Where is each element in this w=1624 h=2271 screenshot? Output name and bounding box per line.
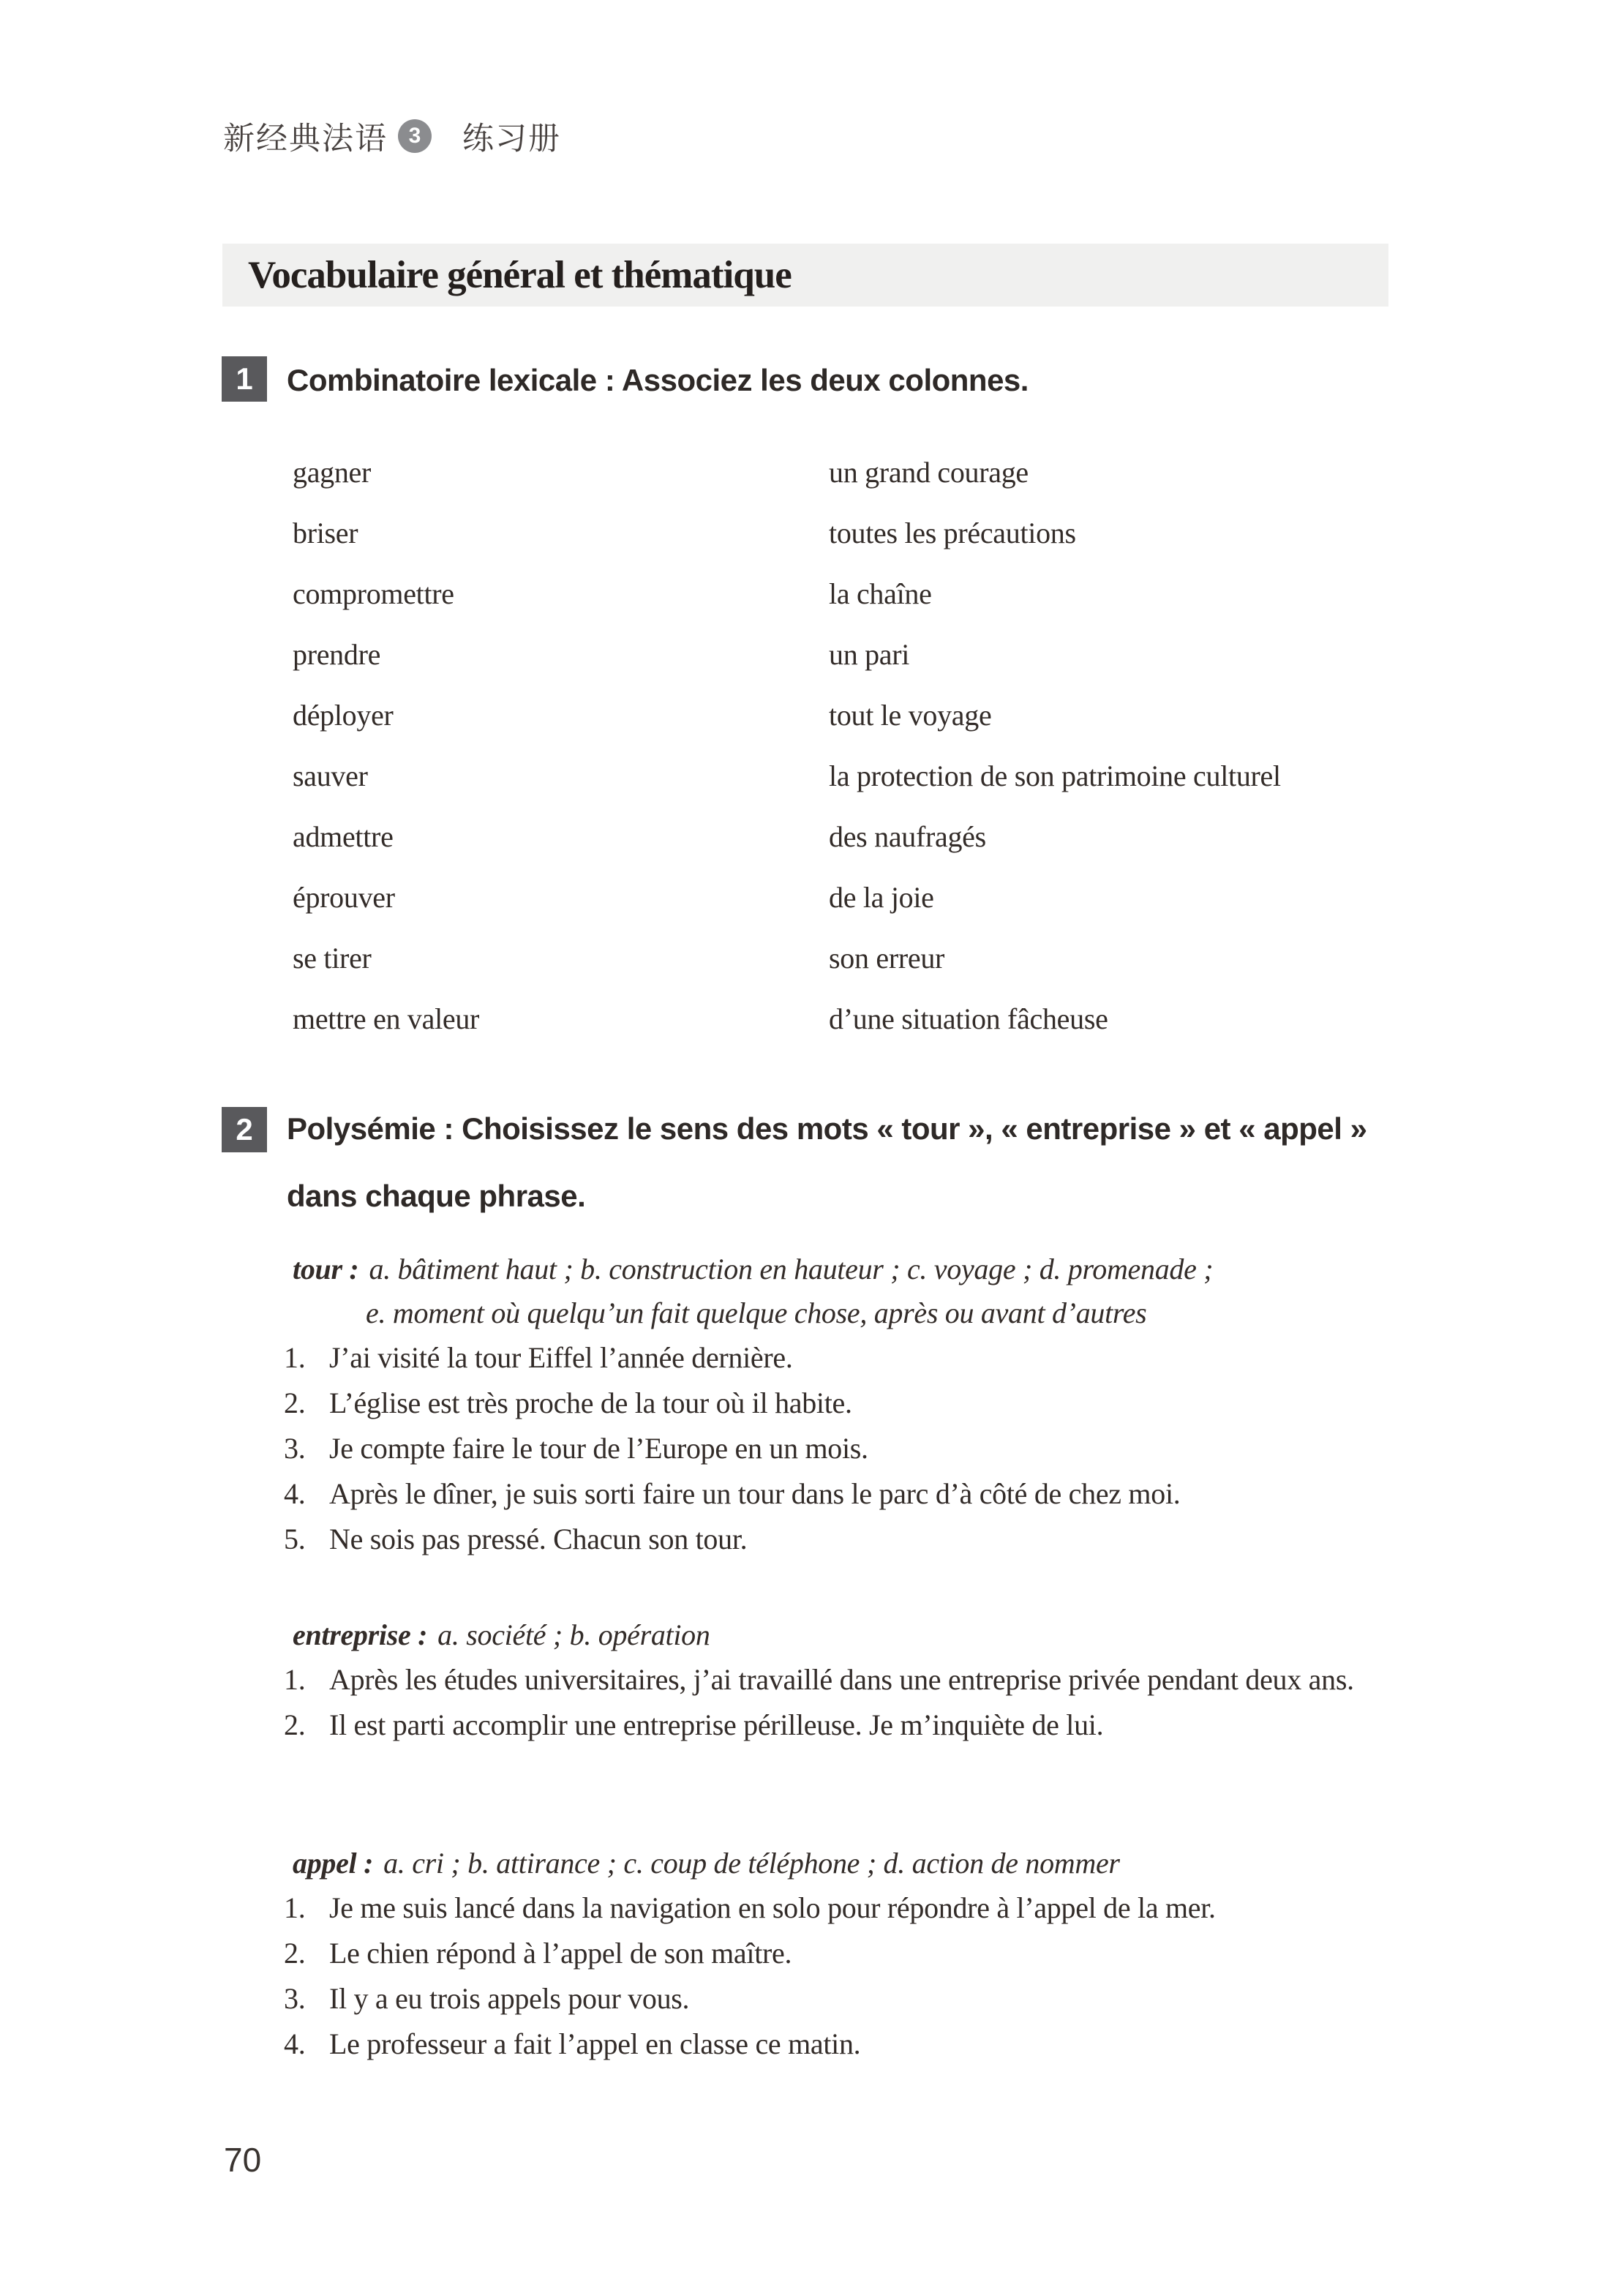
item-text: Le chien répond à l’appel de son maître. [329,1937,792,1970]
item-number: 1. [284,1891,306,1924]
exercise-2-title-line2: dans chaque phrase. [287,1179,586,1213]
section-title-bar [222,244,1388,307]
item-text: Il est parti accomplir une entreprise périlleuse. Je m’inquiète de lui. [329,1708,1104,1741]
page-number: 70 [224,2141,262,2179]
exercise-2-title [287,1095,1367,1230]
tour-definitions: a. bâtiment haut ; b. construction en hauteur ; c. voyage ; d. promenade ; [369,1253,1214,1285]
tour-sentence-3 [284,1426,1213,1471]
match-right-item: son erreur [829,942,945,975]
exercise-1-title: Combinatoire lexicale : Associez les deux colonnes. [287,363,1029,397]
exercise-2-title-line1: Polysémie : Choisissez le sens des mots « tour », « entreprise » et « appel » [287,1111,1367,1146]
match-right-item: un grand courage [829,456,1029,489]
match-left-item: déployer [293,699,394,732]
tour-sentence-5 [284,1517,1213,1562]
tour-sentence-2 [284,1381,1213,1426]
appel-sentence-4 [284,2022,1216,2067]
match-left-item: gagner [293,456,372,489]
running-head [223,117,561,155]
item-text: Après le dîner, je suis sorti faire un tour dans le parc d’à côté de chez moi. [329,1477,1181,1510]
word-block-appel [284,1842,1216,2067]
match-right-item: de la joie [829,881,934,914]
match-left-item: admettre [293,820,394,853]
item-text: Je compte faire le tour de l’Europe en un mois. [329,1432,868,1465]
tour-label: tour : [293,1253,359,1285]
match-right-item: des naufragés [829,820,986,853]
item-number: 4. [284,1477,306,1510]
appel-definitions: a. cri ; b. attirance ; c. coup de téléphone ; d. action de nommer [383,1847,1120,1880]
item-text: Le professeur a fait l’appel en classe ce matin. [329,2027,861,2060]
item-number: 2. [284,1937,306,1970]
exercise-1-number-badge: 1 [222,356,267,402]
match-left-item: briser [293,517,358,549]
match-left-item: compromettre [293,577,454,610]
match-right-item: la protection de son patrimoine culturel [829,759,1281,792]
appel-sentence-3 [284,1976,1216,2022]
appel-sentence-1 [284,1885,1216,1931]
tour-sentence-1 [284,1335,1213,1381]
item-number: 5. [284,1523,306,1555]
item-text: Il y a eu trois appels pour vous. [329,1982,690,2015]
match-left-item: se tirer [293,942,372,975]
item-number: 1. [284,1341,306,1374]
appel-definitions-line [293,1842,1216,1885]
item-text: Ne sois pas pressé. Chacun son tour. [329,1523,748,1555]
exercise-1-matching-columns [293,442,1281,1049]
item-text: Je me suis lancé dans la navigation en solo pour répondre à l’appel de la mer. [329,1891,1216,1924]
item-text: L’église est très proche de la tour où il habite. [329,1386,852,1419]
book-type-label: 练习册 [462,121,561,157]
match-right-item: d’une situation fâcheuse [829,1002,1108,1035]
entreprise-label: entreprise : [293,1618,428,1651]
tour-definitions-line2: e. moment où quelqu’un fait quelque chose, après ou avant d’autres [366,1296,1147,1329]
word-block-entreprise [284,1613,1354,1748]
entreprise-definitions-line [293,1613,1354,1657]
match-left-item: sauver [293,759,368,792]
entreprise-definitions: a. société ; b. opération [437,1618,710,1651]
match-left-item: mettre en valeur [293,1002,480,1035]
series-title: 新经典法语 [223,121,388,157]
match-right-item: la chaîne [829,577,932,610]
tour-definitions-line1 [293,1247,1213,1291]
match-right-item: toutes les précautions [829,517,1076,549]
item-number: 2. [284,1386,306,1419]
volume-number-badge: 3 [398,119,432,153]
item-number: 3. [284,1432,306,1465]
match-right-item: un pari [829,638,910,671]
section-title: Vocabulaire général et thématique [248,254,792,296]
item-text: J’ai visité la tour Eiffel l’année dernière. [329,1341,793,1374]
item-number: 3. [284,1982,306,2015]
item-number: 4. [284,2027,306,2060]
word-block-tour [284,1247,1213,1562]
item-number: 1. [284,1663,306,1696]
match-left-item: prendre [293,638,381,671]
appel-sentence-2 [284,1931,1216,1976]
item-number: 2. [284,1708,306,1741]
match-right-item: tout le voyage [829,699,992,732]
entreprise-sentence-2 [284,1703,1354,1748]
entreprise-sentence-1 [284,1657,1354,1703]
tour-sentence-4 [284,1471,1213,1517]
match-left-item: éprouver [293,881,395,914]
exercise-2-number-badge: 2 [222,1107,267,1152]
appel-label: appel : [293,1847,374,1880]
item-text: Après les études universitaires, j’ai travaillé dans une entreprise privée pendant deux ans. [329,1663,1354,1696]
